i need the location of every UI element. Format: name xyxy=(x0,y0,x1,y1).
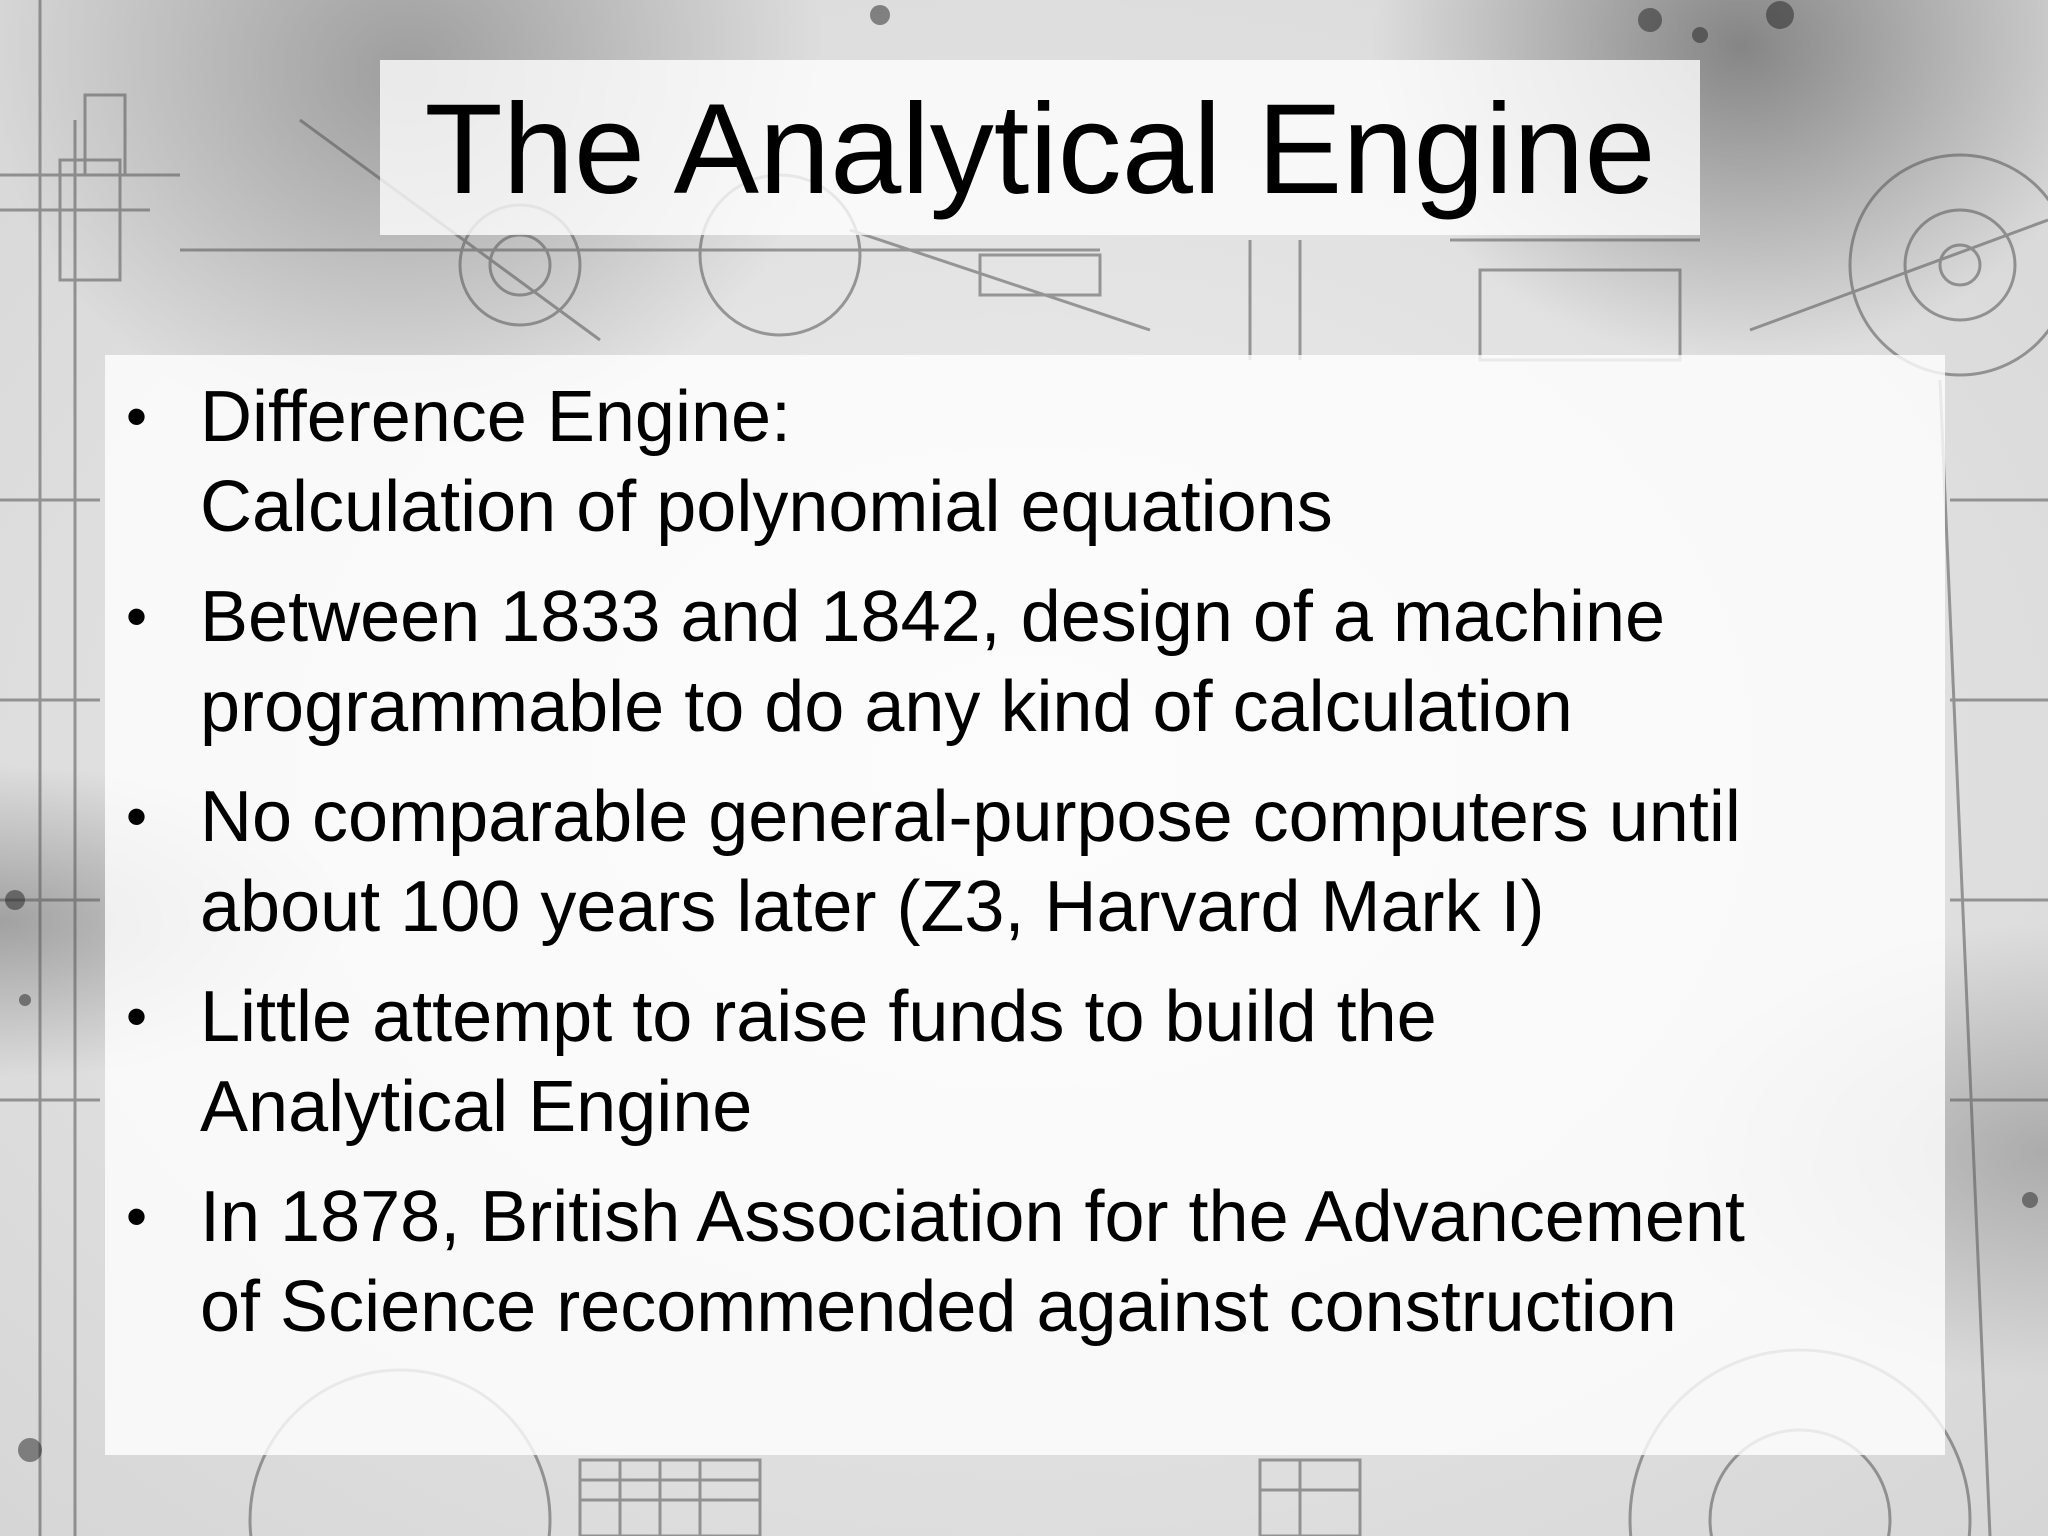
bullet-item xyxy=(120,772,1940,952)
bullet-glyph: • xyxy=(126,983,148,1050)
bullet-glyph: • xyxy=(126,783,148,850)
bullet-item xyxy=(120,972,1940,1152)
bullet-line: No comparable general-purpose computers until xyxy=(200,777,1741,857)
bullet-item xyxy=(120,572,1940,752)
bullet-line: programmable to do any kind of calculation xyxy=(200,667,1573,747)
bullet-glyph: • xyxy=(126,583,148,650)
bullet-line: about 100 years later (Z3, Harvard Mark I) xyxy=(200,867,1545,947)
bullet-line: Little attempt to raise funds to build the xyxy=(200,977,1437,1057)
bullet-line: Calculation of polynomial equations xyxy=(200,467,1333,547)
bullet-line: Analytical Engine xyxy=(200,1067,753,1147)
bullet-line: of Science recommended against construction xyxy=(200,1267,1677,1347)
bullet-glyph: • xyxy=(126,1183,148,1250)
bullet-item xyxy=(120,372,1940,552)
bullet-line: In 1878, British Association for the Advancement xyxy=(200,1177,1745,1257)
bullet-line: Between 1833 and 1842, design of a machine xyxy=(200,577,1666,657)
bullet-glyph: • xyxy=(126,383,148,450)
bullet-item xyxy=(120,1172,1940,1352)
bullet-line: Difference Engine: xyxy=(200,377,792,457)
bullet-list xyxy=(120,372,1940,1372)
slide-title: The Analytical Engine xyxy=(424,78,1656,221)
